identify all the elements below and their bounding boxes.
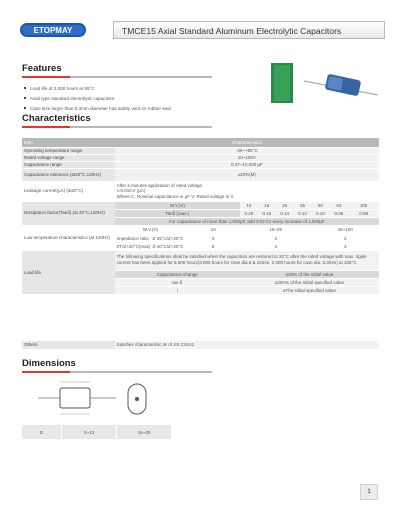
tolerance-value: ±20%(M): [115, 168, 379, 181]
table-row: [22, 168, 379, 181]
low-temp-value: 8: [186, 242, 240, 250]
low-temp-value: 4: [240, 242, 312, 250]
dimension-drawing: [36, 378, 156, 420]
feature-item: Case size larger than 6.3mm diameter has safety vent on rubber seal: [22, 104, 171, 114]
table-row: [22, 201, 379, 209]
dimension-cell: 5~13: [62, 425, 117, 439]
tan-cell: 0.08: [348, 209, 379, 217]
tan-cell: 0.09: [329, 209, 348, 217]
wv-cell: 16: [258, 201, 276, 209]
table-row: [22, 154, 379, 161]
table-header-row: [22, 138, 379, 147]
dimensions-divider: [22, 371, 212, 373]
op-temp-value: -40~+85°C: [115, 147, 379, 154]
load-life-item: tan δ: [115, 278, 240, 286]
leakage-line: After 2 minutes application of rated voltage: [116, 182, 202, 188]
low-temp-group: 10: [186, 225, 240, 234]
dimensions-heading: Dimensions: [22, 358, 76, 369]
low-temp-group: 16~25: [240, 225, 312, 234]
tan-cell: 0.10: [311, 209, 329, 217]
low-temp-row-label: Impedance ratio: [116, 235, 149, 241]
dimensions-table: [22, 425, 172, 439]
low-temp-value: 2: [311, 234, 379, 242]
tan-label: Tanδ (max.): [115, 209, 240, 217]
document-title: TMCE15 Axial Standard Aluminum Electrolytic Capacitors: [113, 21, 385, 39]
low-temp-row-label: ZT/Z+20°C(max): [116, 243, 151, 249]
characteristics-divider: [22, 126, 212, 128]
feature-item: Load life of 2,000 hours at 85°C: [22, 84, 171, 94]
load-life-label: Load life: [22, 250, 115, 294]
leakage-value: [115, 181, 379, 201]
load-life-head-item: Capacitance change: [115, 270, 240, 278]
table-row: [22, 181, 379, 201]
low-temp-value: 3: [186, 234, 240, 242]
tolerance-label: Capacitance tolerance (at20°C,120Hz): [22, 168, 115, 181]
leakage-label: Leakage current(μA) (at20°C): [22, 181, 115, 201]
tan-cell: 0.14: [276, 209, 294, 217]
load-life-value: ≤The initial specified value: [240, 286, 379, 294]
dimension-cell: D: [22, 425, 62, 439]
wv-cell: 35: [294, 201, 312, 209]
features-heading: Features: [22, 63, 62, 74]
header-characteristics: Characteristics: [115, 138, 379, 147]
capacitance-range-label: Capacitance range: [22, 161, 115, 168]
low-temp-group: 35~100: [311, 225, 379, 234]
leakage-line: I=0.01CV (μA): [116, 188, 146, 194]
page-number: 1: [360, 484, 378, 500]
table-row: [22, 161, 379, 168]
dissipation-wv-label: W.V.(V): [115, 201, 240, 209]
spacer-cell: [115, 294, 379, 340]
characteristics-table: [22, 138, 379, 350]
capacitance-range-value: 0.47~10,000 μF: [115, 161, 379, 168]
tan-cell: 0.16: [258, 209, 276, 217]
spacer-cell: [22, 294, 115, 340]
tan-cell: 0.20: [240, 209, 258, 217]
feature-item: Axial type standard electrolytic capacitors: [22, 94, 171, 104]
dissipation-note: For capacitance of more than 1,000μF, add 0.02 for every increase of 1,000μF: [115, 217, 379, 225]
table-row: [22, 340, 379, 349]
etopmay-logo: [20, 22, 86, 38]
logo-text: ETOPMAY: [33, 26, 73, 35]
low-temp-row-cond: Z-40°C/Z+20°C: [150, 242, 186, 250]
low-temp-value: 3: [311, 242, 379, 250]
tan-cell: 0.12: [294, 209, 312, 217]
leakage-line: Where C: Nominal capacitance in μF V: Rated voltage in V.: [116, 193, 235, 199]
load-life-item: I: [115, 286, 240, 294]
low-temp-label: Low temperature characteristics (at 120Hz): [22, 225, 115, 250]
features-divider: [22, 76, 212, 78]
dimension-cell: 16~25: [117, 425, 172, 439]
low-temp-value: 2: [240, 234, 312, 242]
table-row: [22, 294, 379, 340]
low-temp-row-cond: Z-25°C/Z+20°C: [150, 234, 186, 242]
wv-cell: 25: [276, 201, 294, 209]
capacitor-photo: [266, 57, 386, 109]
load-life-head-value: ≤20% of the initial value: [240, 270, 379, 278]
wv-cell: 63: [329, 201, 348, 209]
wv-cell: 100: [348, 201, 379, 209]
low-temp-wv-label: W.V.(V): [115, 225, 187, 234]
others-value: Satisfies characteristic W of JIS C5141: [115, 340, 379, 349]
rated-voltage-value: 10~100V: [115, 154, 379, 161]
wv-cell: 50: [311, 201, 329, 209]
load-life-value: ≤200% of the initial specified value: [240, 278, 379, 286]
rated-voltage-label: Rated voltage range: [22, 154, 115, 161]
table-row: [22, 225, 379, 234]
table-row: [22, 147, 379, 154]
features-list: [22, 84, 171, 114]
characteristics-heading: Characteristics: [22, 113, 91, 124]
op-temp-label: Operating temperature range: [22, 147, 115, 154]
header-item: Item: [22, 138, 115, 147]
wv-cell: 10: [240, 201, 258, 209]
table-row: [22, 250, 379, 270]
load-life-text: The following specifications shall be satisfied when the capacitors are restored to 20°C after the rated voltage with max. ripple current has been applied for 5,000 hours(3,000 hours for case dia.6 & 10mm, 2,000 hours for case dia. 6.3mm) at 105°C: [115, 250, 379, 270]
dissipation-label: Dissipation factor(Tanδ) (at 20°C,120Hz): [22, 201, 115, 225]
others-label: Others: [22, 340, 115, 349]
